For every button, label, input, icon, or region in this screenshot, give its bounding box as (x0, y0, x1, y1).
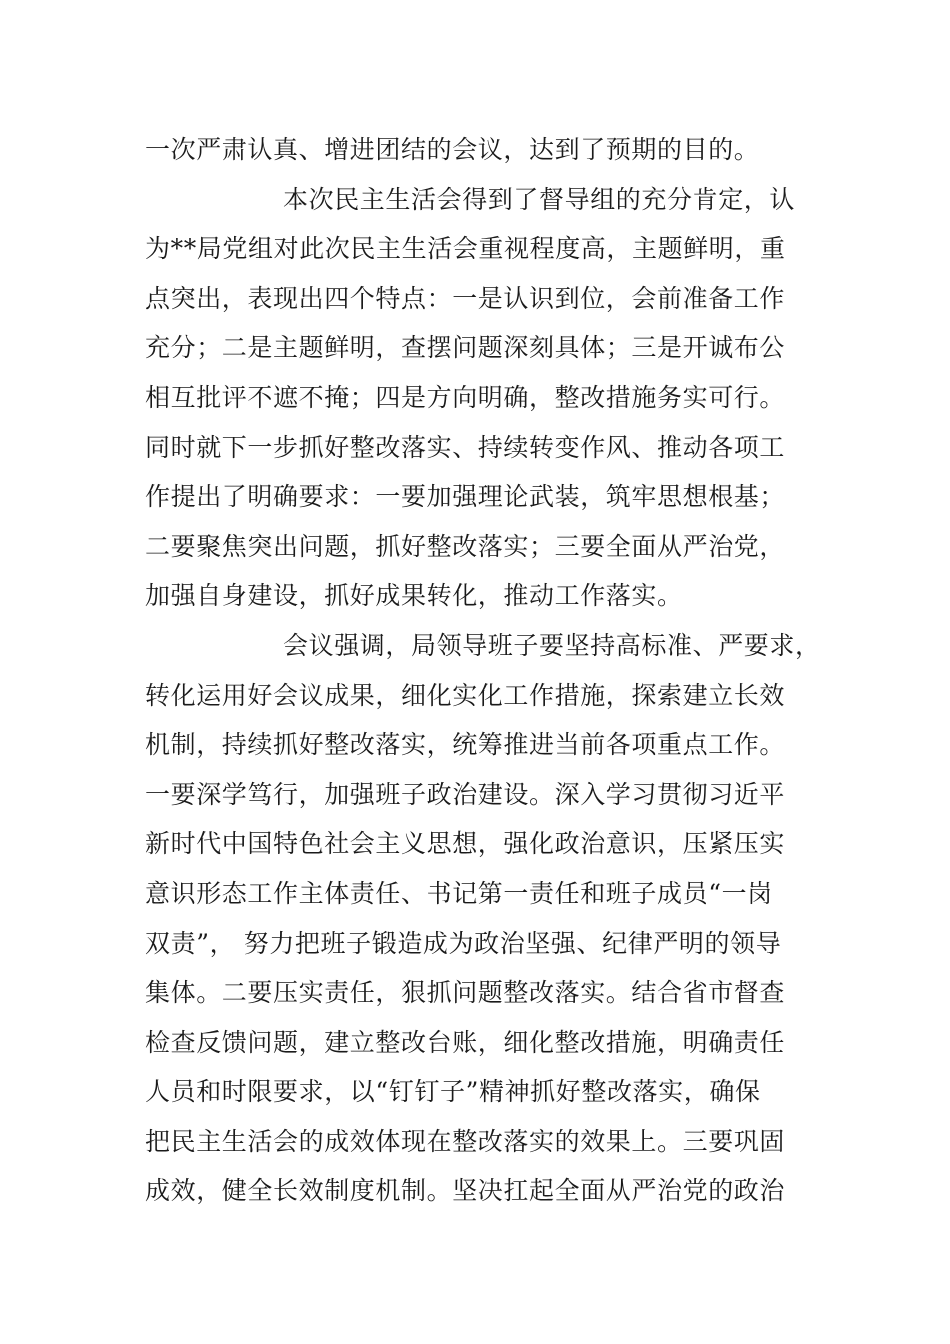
text-line: 人员和时限要求，以“钉钉子”精神抓好整改落实，确保 (145, 1077, 761, 1107)
text-line: 本次民主生活会得到了督导组的充分肯定，认 (283, 184, 796, 214)
text-line: 充分；二是主题鲜明，查摆问题深刻具体；三是开诚布公 (145, 333, 786, 363)
text-line: 点突出，表现出四个特点：一是认识到位，会前准备工作 (145, 283, 786, 313)
text-line: 机制，持续抓好整改落实，统筹推进当前各项重点工作。 (145, 730, 786, 760)
text-line: 一要深学笃行，加强班子政治建设。深入学习贯彻习近平 (145, 779, 786, 809)
text-line: 检查反馈问题，建立整改台账，细化整改措施，明确责任 (145, 1027, 786, 1057)
text-line: 成效，健全长效制度机制。坚决扛起全面从严治党的政治 (145, 1176, 786, 1206)
text-line: 作提出了明确要求：一要加强理论武装，筑牢思想根基； (145, 482, 786, 512)
text-line: 一次严肃认真、增进团结的会议，达到了预期的目的。 (145, 135, 760, 164)
text-line: 集体。二要压实责任，狠抓问题整改落实。结合省市督查 (145, 978, 786, 1008)
text-line: 为**局党组对此次民主生活会重视程度高，主题鲜明，重 (145, 234, 786, 264)
text-line: 会议强调，局领导班子要坚持高标准、严要求， (283, 630, 821, 660)
text-line: 双责”， 努力把班子锻造成为政治坚强、纪律严明的领导 (145, 928, 782, 958)
text-line: 转化运用好会议成果，细化实化工作措施，探索建立长效 (145, 680, 786, 710)
text-line: 加强自身建设，抓好成果转化，推动工作落实。 (145, 581, 683, 611)
text-line: 把民主生活会的成效体现在整改落实的效果上。三要巩固 (145, 1126, 786, 1156)
text-line: 相互批评不遮不掩；四是方向明确，整改措施务实可行。 (145, 382, 786, 412)
text-line: 二要聚焦突出问题，抓好整改落实；三要全面从严治党， (145, 531, 786, 561)
text-line: 意识形态工作主体责任、书记第一责任和班子成员“一岗 (145, 878, 773, 908)
text-line: 新时代中国特色社会主义思想，强化政治意识，压紧压实 (145, 829, 786, 859)
body-text (145, 125, 835, 1216)
text-line: 同时就下一步抓好整改落实、持续转变作风、推动各项工 (145, 432, 786, 462)
